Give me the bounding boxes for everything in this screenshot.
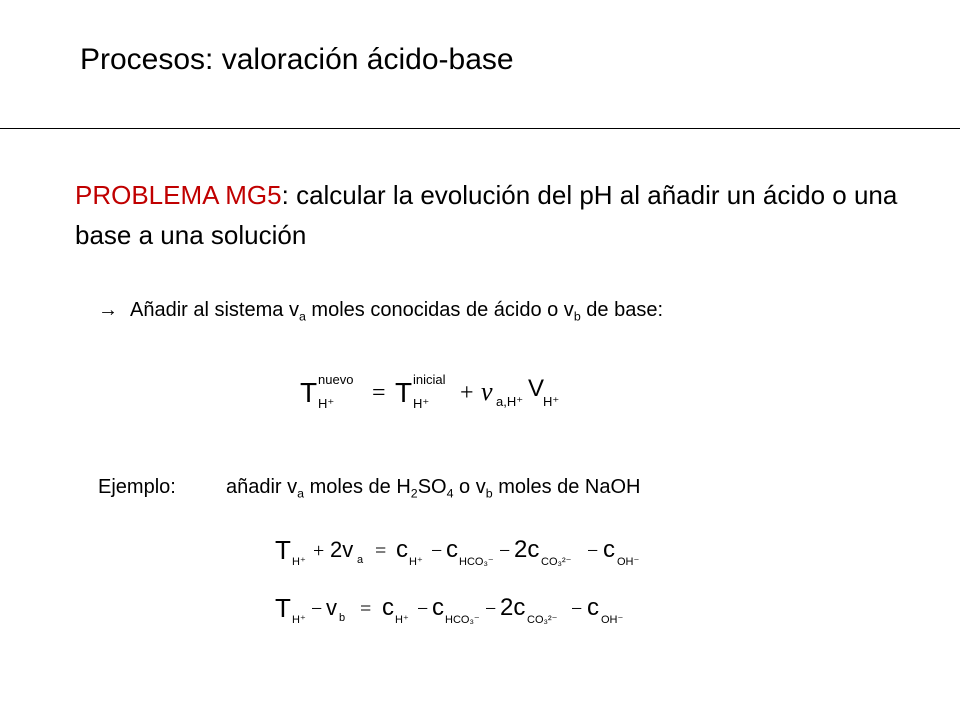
eq3-minus: − [311,598,323,620]
eq1-T: T [300,377,318,408]
eq2-minus1: − [431,540,443,562]
example-text-5: moles de NaOH [492,476,641,498]
eq3-minus3: − [571,598,583,620]
eq3-T: T [275,593,291,623]
eq3-term: v [326,595,337,620]
eq1-T-ini: T [395,377,413,408]
equation-total-hydrogen [290,360,590,420]
eq3-c3-sub: CO₃²⁻ [527,614,558,626]
eq2-minus3: − [587,540,599,562]
example-item [98,472,641,502]
bullet-item [98,295,663,325]
eq3-c4: c [587,594,599,621]
eq3-c4-sub: OH⁻ [601,614,624,626]
eq1-sup-ini: inicial [413,372,446,387]
eq3-c2-sub: HCO₃⁻ [445,614,480,626]
title-divider [0,128,960,129]
equation-base-addition [265,583,665,633]
eq1-sub-H: H⁺ [318,396,335,411]
eq3-c3: 2c [500,594,526,621]
example-text-3: SO [417,476,447,498]
problem-label: PROBLEMA MG5 [75,180,282,210]
eq1-equals: = [372,380,386,406]
eq3-c1-sub: H⁺ [395,614,409,626]
eq2-c1-sub: H⁺ [409,556,423,568]
example-sub-a: a [297,486,305,501]
eq1-V: V [528,375,545,402]
equation-acid-addition [265,525,665,575]
eq2-sub-H: H⁺ [292,556,306,568]
example-text-2: moles de H [304,476,411,498]
problem-statement [75,175,905,255]
example-sub-2: 2 [410,486,418,501]
eq2-sub-a: a [357,554,364,566]
eq2-T: T [275,535,291,565]
example-sub-4: 4 [446,486,454,501]
bullet-text-pre: Añadir al sistema v [130,299,299,321]
bullet-text-post: de base: [580,299,664,321]
problem-text: : calcular la evolución del pH al añadir un ácido o una base a una solución [75,180,898,250]
eq2-plus: + [313,540,325,562]
eq2-minus2: − [499,540,511,562]
eq2-term: 2v [330,537,354,562]
eq1-sup-new: nuevo [318,372,354,387]
eq2-equals: = [375,540,387,562]
eq3-sub-H: H⁺ [292,614,306,626]
eq2-c4-sub: OH⁻ [617,556,640,568]
eq2-c1: c [396,536,408,563]
eq2-c4: c [603,536,615,563]
example-sub-b: b [485,486,493,501]
eq3-c2: c [432,594,444,621]
eq3-c1: c [382,594,394,621]
example-label: Ejemplo: [98,476,176,498]
eq1-sub-H-ini: H⁺ [413,396,430,411]
example-text-4: o v [453,476,486,498]
bullet-sub-a: a [298,309,306,324]
eq3-equals: = [360,598,372,620]
bullet-sub-b: b [573,309,581,324]
eq2-c3-sub: CO₃²⁻ [541,556,572,568]
eq1-sub-nu: a,H⁺ [496,394,524,409]
eq1-plus: + [460,380,474,406]
bullet-text-mid: moles conocidas de ácido o v [305,299,574,321]
eq3-minus2: − [485,598,497,620]
eq1-sub-V: H⁺ [543,394,560,409]
arrow-right-icon: → [98,299,118,321]
eq2-c2-sub: HCO₃⁻ [459,556,494,568]
eq2-c3: 2c [514,536,540,563]
eq1-nu: ν [481,377,493,406]
eq3-minus1: − [417,598,429,620]
eq3-sub-b: b [339,612,346,624]
example-text-1: añadir v [226,476,298,498]
eq2-c2: c [446,536,458,563]
slide-title: Procesos: valoración ácido-base [80,43,514,76]
